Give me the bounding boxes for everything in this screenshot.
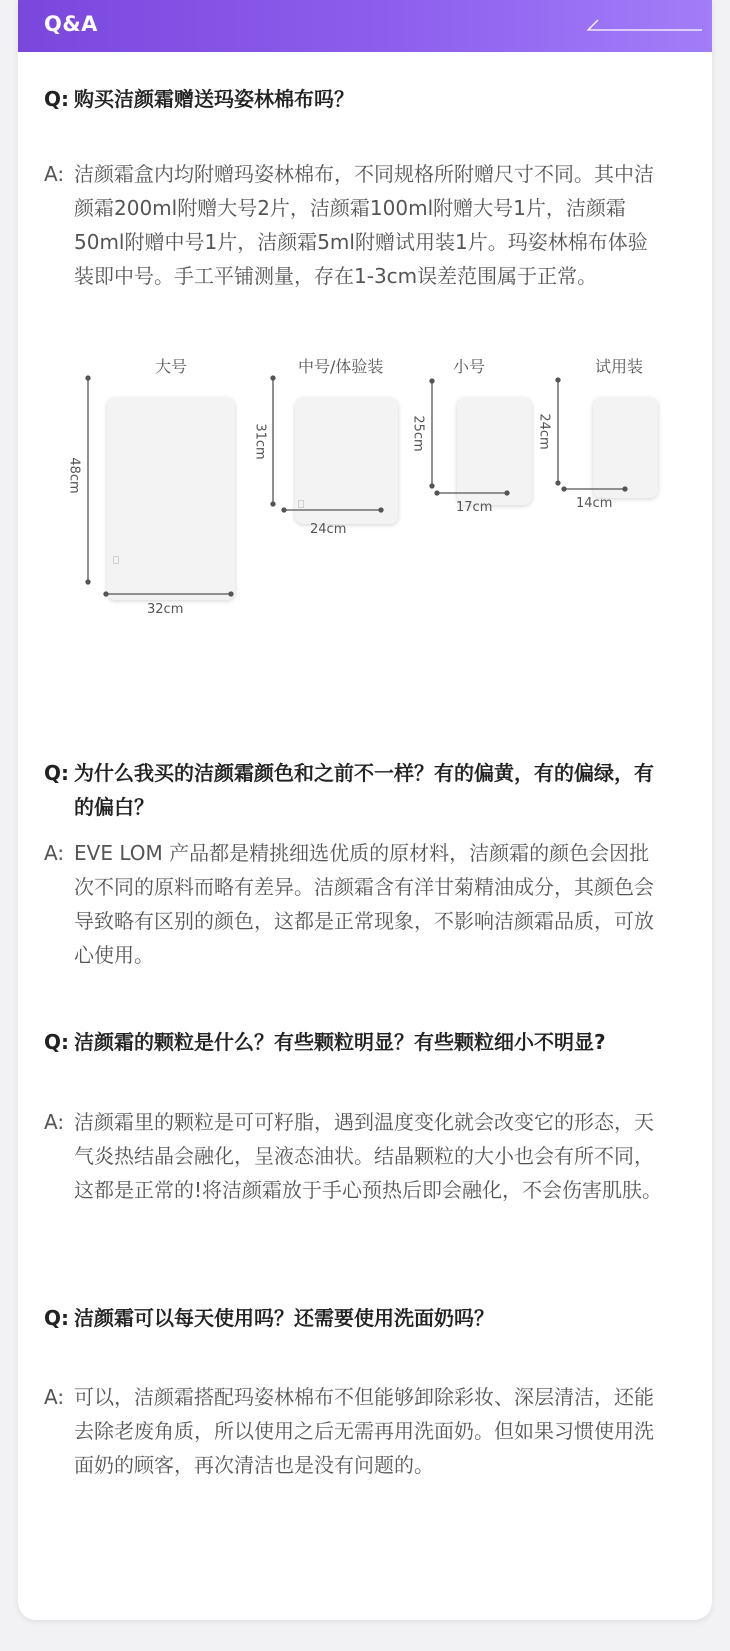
answer-label: A:	[44, 1110, 65, 1134]
answer-block-1	[44, 157, 664, 293]
question-text: 洁颜霜可以每天使用吗？还需要使用洗面奶吗？	[74, 1306, 494, 1330]
dimension-height-large: 48cm	[66, 457, 82, 494]
dimension-width-medium: 24cm	[310, 522, 347, 537]
qa-item-2	[44, 756, 664, 824]
answer-text: 洁颜霜盒内均附赠玛姿林棉布，不同规格所附赠尺寸不同。其中洁颜霜200ml附赠大号2片，洁颜霜100ml附赠大号1片，洁颜霜50ml附赠中号1片，洁颜霜5ml附赠试用装1片。玛姿林棉布体验装即中号。手工平铺测量，存在1-3cm误差范围属于正常。	[74, 162, 654, 288]
question-text: 洁颜霜的颗粒是什么？有些颗粒明显？有些颗粒细小不明显?	[74, 1030, 606, 1054]
question-label: Q:	[44, 87, 69, 111]
dimension-width-small: 17cm	[456, 500, 493, 515]
header-title: Q&A	[44, 12, 98, 36]
dimension-width-trial: 14cm	[576, 496, 613, 511]
dimension-width-large: 32cm	[147, 602, 184, 617]
answer-text: 可以，洁颜霜搭配玛姿林棉布不但能够卸除彩妆、深层清洁，还能去除老废角质，所以使用之后无需再用洗面奶。但如果习惯使用洗面奶的顾客，再次清洁也是没有问题的。	[74, 1385, 654, 1477]
answer-text: 洁颜霜里的颗粒是可可籽脂，遇到温度变化就会改变它的形态，天气炎热结晶会融化，呈液态油状。结晶颗粒的大小也会有所不同，这都是正常的!将洁颜霜放于手心预热后即会融化，不会伤害肌肤。	[74, 1110, 663, 1202]
size-caption-large: 大号	[155, 357, 188, 376]
towel-size-diagram	[60, 354, 680, 654]
qa-item-1	[44, 82, 664, 116]
question-text: 购买洁颜霜赠送玛姿林棉布吗？	[74, 87, 354, 111]
header-decoration-icon	[586, 18, 704, 32]
dimension-height-small: 25cm	[410, 415, 426, 452]
question-text: 为什么我买的洁颜霜颜色和之前不一样？有的偏黄，有的偏绿，有的偏白？	[74, 761, 654, 819]
dimension-height-trial: 24cm	[536, 413, 552, 450]
qa-item-4	[44, 1301, 664, 1335]
question-label: Q:	[44, 1030, 69, 1054]
answer-label: A:	[44, 841, 65, 865]
answer-block-2	[44, 836, 664, 972]
size-caption-small: 小号	[453, 357, 486, 376]
dimension-height-medium: 31cm	[252, 423, 268, 460]
answer-block-4	[44, 1380, 664, 1482]
question-label: Q:	[44, 1306, 69, 1330]
answer-text: EVE LOM 产品都是精挑细选优质的原材料，洁颜霜的颜色会因批次不同的原料而略有差异。洁颜霜含有洋甘菊精油成分，其颜色会导致略有区别的颜色，这都是正常现象，不影响洁颜霜品质，可放心使用。	[74, 841, 654, 967]
qa-header	[18, 0, 712, 52]
size-caption-trial: 试用装	[595, 357, 644, 376]
size-caption-medium: 中号/体验装	[298, 357, 384, 376]
qa-item-3	[44, 1025, 664, 1059]
question-label: Q:	[44, 761, 69, 785]
answer-label: A:	[44, 162, 65, 186]
answer-block-3	[44, 1105, 664, 1207]
answer-label: A:	[44, 1385, 65, 1409]
